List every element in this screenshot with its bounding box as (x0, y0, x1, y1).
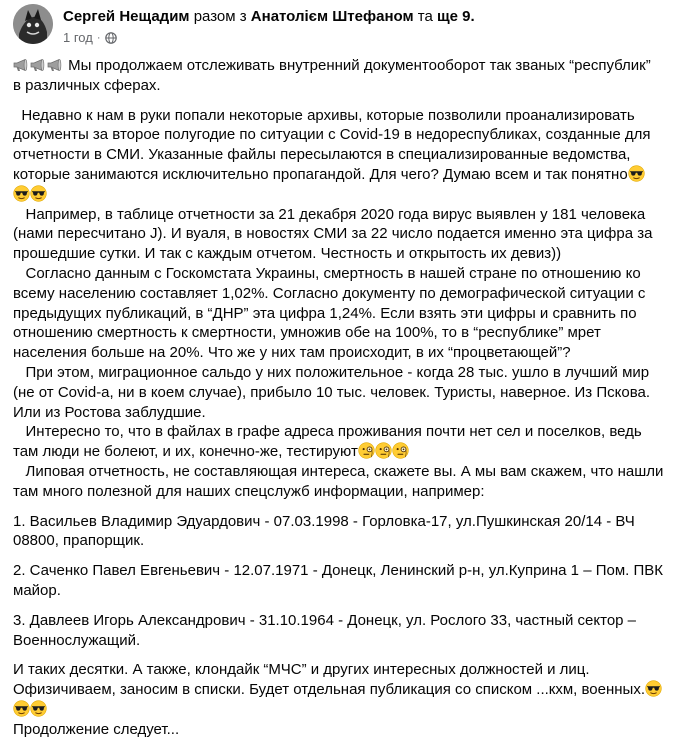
post-text: отношению смертность к смертности, умножив обе на 100%, то в “республике” мрет (13, 324, 601, 342)
paragraph-gap (13, 551, 668, 561)
others-link[interactable]: ще 9. (436, 8, 475, 25)
post-text: 1. Васильев Владимир Эдуардович - 07.03.1998 - Горловка-17, ул.Пушкинская 20/14 - ВЧ (13, 512, 635, 530)
post-text-line (13, 631, 668, 651)
author-line (63, 7, 475, 27)
megaphone-icon (30, 58, 47, 72)
sunglasses-emoji-icon (13, 185, 30, 202)
post-text-line (13, 205, 668, 225)
post-text: предыдущих публикаций, в “ДНР” эта цифра 1,24%. Если взять эти цифры и сравнить по (13, 304, 637, 322)
post-text: Военнослужащий. (13, 631, 141, 649)
post-text-line (13, 165, 668, 185)
post-text: там люди не болеют, и их, конечно-же, тестируют (13, 443, 358, 461)
author-name[interactable]: Сергей Нещадим (63, 8, 190, 25)
post-text: Липовая отчетность, не составляющая интереса, скажете вы. А мы вам скажем, что нашли (13, 462, 664, 480)
post-text-line (13, 323, 668, 343)
post-text: прошедшие сутки. И так с каждым отчетом. Честность и открытость их девиз)) (13, 245, 562, 263)
with-word: разом з (193, 8, 247, 25)
sunglasses-emoji-icon (30, 185, 47, 202)
post-text-line (13, 611, 668, 631)
megaphone-icon (13, 58, 30, 72)
post-text: (не от Covid-а, ни в коем случае), прибыло 10 тыс. человек. Туристы, наверное. Из Пскова. (13, 383, 651, 401)
and-word: та (417, 8, 433, 25)
post-text-line (13, 244, 668, 264)
post-text: Продолжение следует... (13, 720, 180, 738)
post-text-line (13, 422, 668, 442)
post-text-line (13, 462, 668, 482)
post-text: в различных сферах. (13, 76, 161, 94)
post-text-line (13, 363, 668, 383)
post-text-line (13, 284, 668, 304)
post-text-line (13, 531, 668, 551)
post-text: Согласно данным с Госкомстата Украины, смертность в нашей стране по отношению ко (13, 264, 641, 282)
globe-icon[interactable] (105, 32, 117, 44)
post-text: Недавно к нам в руки попали некоторые архивы, которые позволили проанализировать (13, 106, 635, 124)
post-text: И таких десятки. А также, клондайк “МЧС” и других интересных должностей и лиц. (13, 661, 590, 679)
post-text-line (13, 720, 668, 740)
post-text-line (13, 125, 668, 145)
post-text-line (13, 442, 668, 462)
post-text-line (13, 264, 668, 284)
post-text: Мы продолжаем отслеживать внутренний документооборот так званых “республик” (64, 57, 651, 74)
post-text-line (13, 512, 668, 532)
megaphone-icon (47, 58, 64, 72)
post-text: 3. Давлеев Игорь Александрович - 31.10.1964 - Донецк, ул. Рослого 33, частный сектор – (13, 611, 637, 629)
meta-separator: · (96, 32, 101, 44)
post-text: Офизичиваем, заносим в списки. Будет отдельная публикация со списком ...кхм, военных. (13, 681, 645, 699)
sunglasses-emoji-icon (645, 680, 662, 697)
post-text-line (13, 185, 668, 205)
post-text: 2. Саченко Павел Евгеньевич - 12.07.1971 - Донецк, Ленинский р-н, ул.Куприна 1 – Пом. ПВК (13, 562, 663, 580)
post-text-line (13, 700, 668, 720)
paragraph-gap (13, 601, 668, 611)
post-text: майор. (13, 581, 61, 599)
post-text-line (13, 224, 668, 244)
post-text-line (13, 56, 668, 76)
monocle-emoji-icon (392, 442, 409, 459)
avatar-image-icon (13, 4, 53, 44)
sunglasses-emoji-icon (628, 165, 645, 182)
post-time[interactable]: 1 год (63, 30, 93, 45)
monocle-emoji-icon (358, 442, 375, 459)
post-text-line (13, 304, 668, 324)
post-text-line (13, 581, 668, 601)
monocle-emoji-icon (375, 442, 392, 459)
post-text-line (13, 106, 668, 126)
post-header (13, 4, 663, 48)
paragraph-gap (13, 96, 668, 106)
tagged-person[interactable]: Анатолієм Штефаном (250, 8, 414, 25)
post-text: Или из Ростова заблудшие. (13, 403, 206, 421)
post-body (13, 56, 668, 740)
post-text-line (13, 76, 668, 96)
post-text: населения больше на 20%. Что же у них там происходит, в их “процветающей”? (13, 344, 571, 362)
post-text-line (13, 145, 668, 165)
sunglasses-emoji-icon (30, 700, 47, 717)
post-text-line (13, 482, 668, 502)
post-text: которые занимаются исключительно пропагандой. Для чего? Думаю всем и так понятно (13, 165, 628, 183)
post-text: (нами пересчитано J). И вуаля, в новостях СМИ за 22 число подается именно эта цифра за (13, 225, 653, 243)
post-text-line (13, 680, 668, 700)
post-text: Интересно то, что в файлах в графе адреса проживания почти нет сел и поселков, ведь (13, 423, 642, 441)
post-text-line (13, 383, 668, 403)
post-text: При этом, миграционное сальдо у них положительное - когда 28 тыс. ушло в лучший мир (13, 363, 650, 381)
post-text-line (13, 561, 668, 581)
paragraph-gap (13, 502, 668, 512)
author-avatar[interactable] (13, 4, 53, 44)
post-text: там много полезной для наших спецслужб информации, например: (13, 482, 485, 500)
sunglasses-emoji-icon (13, 700, 30, 717)
paragraph-gap (13, 650, 668, 660)
post-text: Например, в таблице отчетности за 21 декабря 2020 года вирус выявлен у 181 человека (13, 205, 646, 223)
post-text-line (13, 403, 668, 423)
post-meta (63, 29, 117, 47)
post-text: всему населению составляет 1,02%. Согласно документу по демографической ситуации с (13, 284, 646, 302)
post-text-line (13, 343, 668, 363)
post-text: 08800, прапорщик. (13, 532, 145, 550)
post-text-line (13, 660, 668, 680)
post-text: документы за второе полугодие по ситуации с Covid-19 в недореспубликах, созданные для (13, 126, 651, 144)
post-text: отчетности в СМИ. Указанные файлы пересылаются в специализированные ведомства, (13, 146, 631, 164)
